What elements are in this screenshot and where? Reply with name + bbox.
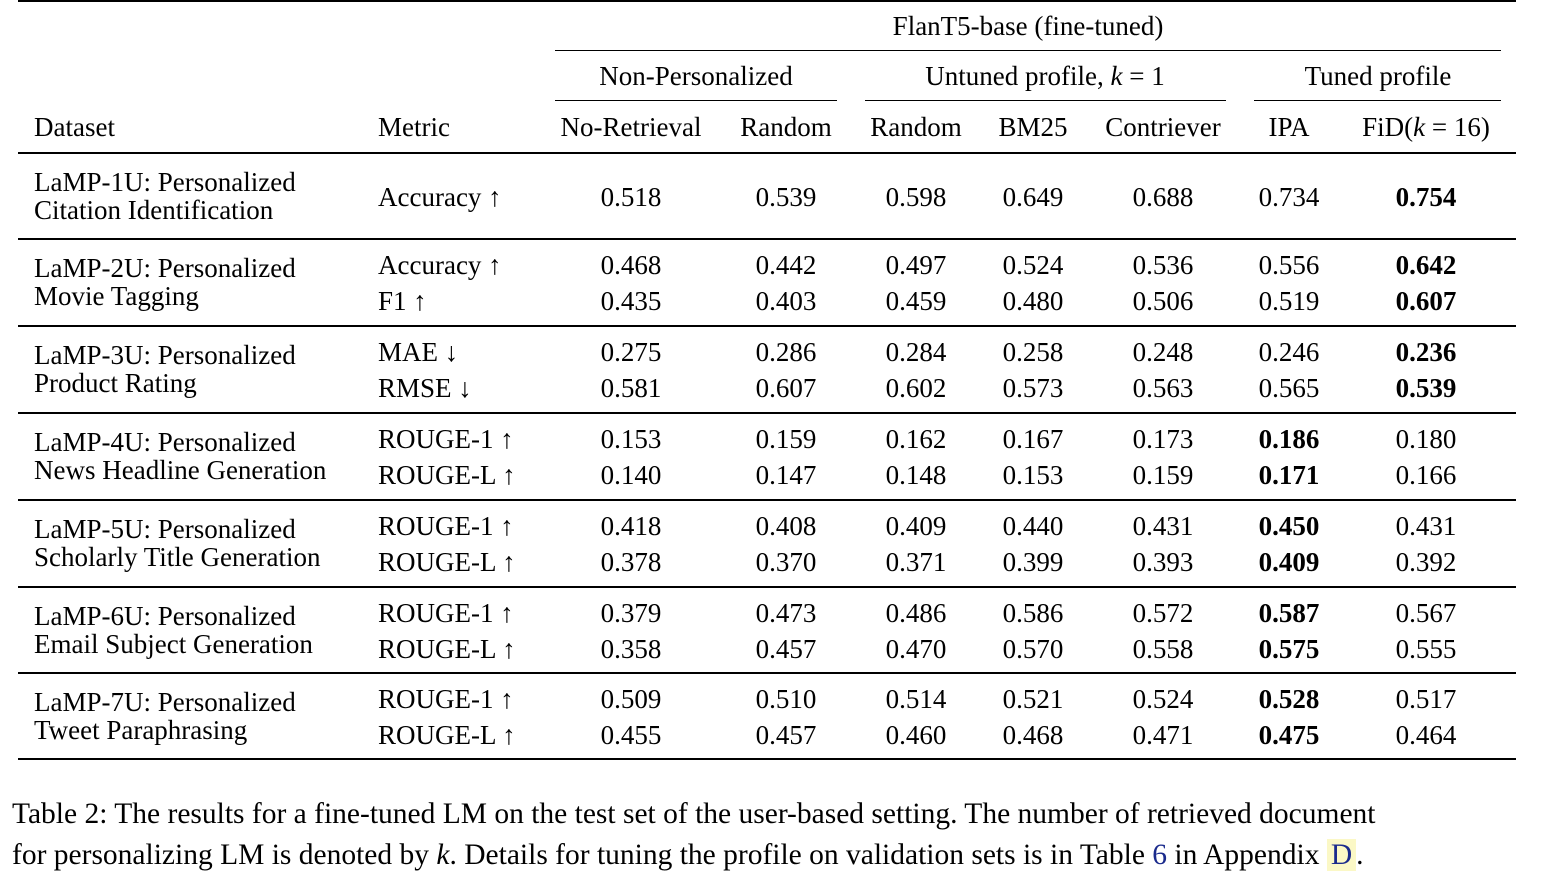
table-cell: 0.607 [755,373,817,403]
row-separator [18,412,1516,414]
table-cell: 0.435 [600,286,662,316]
table-cell: 0.408 [755,511,817,541]
table-cell: 0.379 [600,597,662,628]
group-header: FlanT5-base (fine-tuned) [892,11,1164,41]
table-cell: 0.480 [1002,286,1064,316]
table-cell: 0.470 [885,633,947,664]
table-cell: 0.460 [885,719,947,750]
table-cell: 0.575 [1258,633,1320,664]
table-cell: 0.457 [755,719,817,750]
table-cell: 0.649 [1002,182,1064,212]
table-cell: 0.148 [885,460,947,490]
appendix-reference-link[interactable]: D [1327,839,1356,871]
table-reference-link[interactable]: 6 [1152,839,1168,871]
metric-label: F1 ↑ [378,286,427,316]
table-cell: 0.457 [755,633,817,664]
metric-label: Accuracy ↑ [378,250,502,280]
table-cell: 0.167 [1002,424,1064,454]
metric-label: ROUGE-1 ↑ [378,597,514,628]
table-cell: 0.514 [885,683,947,714]
table-cell: 0.392 [1395,547,1457,577]
table-cell: 0.510 [755,683,817,714]
metric-label: RMSE ↓ [378,373,472,403]
dataset-name-line1: LaMP-7U: Personalized [34,686,296,717]
dataset-name-line1: LaMP-5U: Personalized [34,514,296,544]
subgroup-tuned: Tuned profile [1304,61,1452,91]
table-cell: 0.378 [600,547,662,577]
row-separator [18,238,1516,240]
dataset-name-line2: Tweet Paraphrasing [34,714,248,745]
column-header: Contriever [1105,112,1221,142]
table-cell: 0.567 [1395,597,1457,628]
table-cell: 0.409 [885,511,947,541]
table-top-rule [18,0,1516,2]
table-cell: 0.555 [1395,633,1457,664]
table-cell: 0.147 [755,460,817,490]
table-cell: 0.399 [1002,547,1064,577]
table-cell: 0.519 [1258,286,1320,316]
metric-label: ROUGE-1 ↑ [378,511,514,541]
table-cell: 0.246 [1258,337,1320,367]
table-cell: 0.556 [1258,250,1320,280]
subgroup-untuned: Untuned profile, k = 1 [925,61,1165,91]
table-cell: 0.586 [1002,597,1064,628]
table-cell: 0.275 [600,337,662,367]
table-cell: 0.536 [1132,250,1194,280]
table-cell: 0.284 [885,337,947,367]
column-header-fid: FiD(k = 16) [1362,112,1490,142]
subgroup-nonpersonalized: Non-Personalized [599,61,793,91]
table-cell: 0.450 [1258,511,1320,541]
table-cell: 0.607 [1395,286,1457,316]
table-cell: 0.468 [1002,719,1064,750]
table-cell: 0.464 [1395,719,1457,750]
caption-line-2: for personalizing LM is denoted by k. Details for tuning the profile on validation sets is in Table 6 in Appendix D . [12,839,1364,871]
table-cell: 0.517 [1395,683,1457,714]
table-cell: 0.459 [885,286,947,316]
table-cell: 0.153 [600,424,662,454]
caption-line-1: Table 2: The results for a fine-tuned LM on the test set of the user-based setting. The number of retrieved document [12,798,1376,830]
table-caption [12,794,1552,876]
column-header-metric: Metric [378,112,450,142]
table-cell: 0.159 [755,424,817,454]
table-cell: 0.475 [1258,719,1320,750]
metric-label: Accuracy ↑ [378,182,502,212]
column-header-dataset: Dataset [34,112,115,142]
table-cell: 0.153 [1002,460,1064,490]
table-cell: 0.471 [1132,719,1194,750]
metric-label: ROUGE-L ↑ [378,460,516,490]
table-cell: 0.236 [1395,337,1457,367]
table-cell: 0.497 [885,250,947,280]
table-cell: 0.581 [600,373,662,403]
dataset-name-line2: Email Subject Generation [34,628,313,659]
table-cell: 0.509 [600,683,662,714]
table-cell: 0.528 [1258,683,1320,714]
header-bottom-rule [18,152,1516,154]
row-separator [18,586,1516,588]
table-cell: 0.524 [1002,250,1064,280]
column-header: Random [740,112,832,142]
table-cell: 0.258 [1002,337,1064,367]
table-cell: 0.409 [1258,547,1320,577]
table-cell: 0.506 [1132,286,1194,316]
table-cell: 0.442 [755,250,817,280]
row-separator [18,325,1516,327]
dataset-name-line1: LaMP-2U: Personalized [34,253,296,283]
metric-label: MAE ↓ [378,337,459,367]
table-cell: 0.754 [1395,182,1457,212]
table-cell: 0.688 [1132,182,1194,212]
table-cell: 0.521 [1002,683,1064,714]
table-cell: 0.572 [1132,597,1194,628]
table-cell: 0.558 [1132,633,1194,664]
metric-label: ROUGE-L ↑ [378,719,516,750]
table-cell: 0.431 [1132,511,1194,541]
metric-label: ROUGE-1 ↑ [378,683,514,714]
group-header-underline [555,50,1501,51]
table-cell: 0.162 [885,424,947,454]
table-cell: 0.563 [1132,373,1194,403]
table-cell: 0.180 [1395,424,1457,454]
column-header: BM25 [998,112,1068,142]
dataset-name-line2: Product Rating [34,368,197,398]
metric-label: ROUGE-L ↑ [378,633,516,664]
table-cell: 0.587 [1258,597,1320,628]
table-cell: 0.518 [600,182,662,212]
metric-label: ROUGE-1 ↑ [378,424,514,454]
table-cell: 0.598 [885,182,947,212]
table-cell: 0.370 [755,547,817,577]
table-cell: 0.418 [600,511,662,541]
table-cell: 0.539 [1395,373,1457,403]
table-cell: 0.393 [1132,547,1194,577]
table-cell: 0.734 [1258,182,1320,212]
table-cell: 0.602 [885,373,947,403]
column-header: IPA [1268,112,1310,142]
table-cell: 0.642 [1395,250,1457,280]
table-cell: 0.565 [1258,373,1320,403]
table-cell: 0.248 [1132,337,1194,367]
subgroup-underline-nonpersonalized [555,100,837,101]
table-bottom-rule [18,758,1516,760]
column-header: Random [870,112,962,142]
table-cell: 0.473 [755,597,817,628]
table-cell: 0.286 [755,337,817,367]
dataset-name-line1: LaMP-4U: Personalized [34,427,296,457]
table-cell: 0.358 [600,633,662,664]
table-cell: 0.166 [1395,460,1457,490]
column-header: No-Retrieval [560,112,702,142]
table-cell: 0.440 [1002,511,1064,541]
table-cell: 0.455 [600,719,662,750]
dataset-name-line2: Movie Tagging [34,281,199,311]
table-cell: 0.173 [1132,424,1194,454]
subgroup-underline-tuned [1254,100,1501,101]
table-cell: 0.140 [600,460,662,490]
table-cell: 0.573 [1002,373,1064,403]
table-cell: 0.159 [1132,460,1194,490]
row-separator [18,672,1516,674]
dataset-name-line2: Citation Identification [34,195,274,225]
table-cell: 0.403 [755,286,817,316]
table-cell: 0.186 [1258,424,1320,454]
dataset-name-line2: News Headline Generation [34,455,327,485]
table-cell: 0.524 [1132,683,1194,714]
dataset-name-line1: LaMP-1U: Personalized [34,167,296,197]
metric-label: ROUGE-L ↑ [378,547,516,577]
dataset-name-line1: LaMP-3U: Personalized [34,340,296,370]
dataset-name-line1: LaMP-6U: Personalized [34,600,296,631]
table-cell: 0.468 [600,250,662,280]
row-separator [18,499,1516,501]
table-cell: 0.486 [885,597,947,628]
table-cell: 0.171 [1258,460,1320,490]
table-cell: 0.371 [885,547,947,577]
table-cell: 0.431 [1395,511,1457,541]
table-cell: 0.539 [755,182,817,212]
table-cell: 0.570 [1002,633,1064,664]
subgroup-underline-untuned [865,100,1226,101]
dataset-name-line2: Scholarly Title Generation [34,542,321,572]
